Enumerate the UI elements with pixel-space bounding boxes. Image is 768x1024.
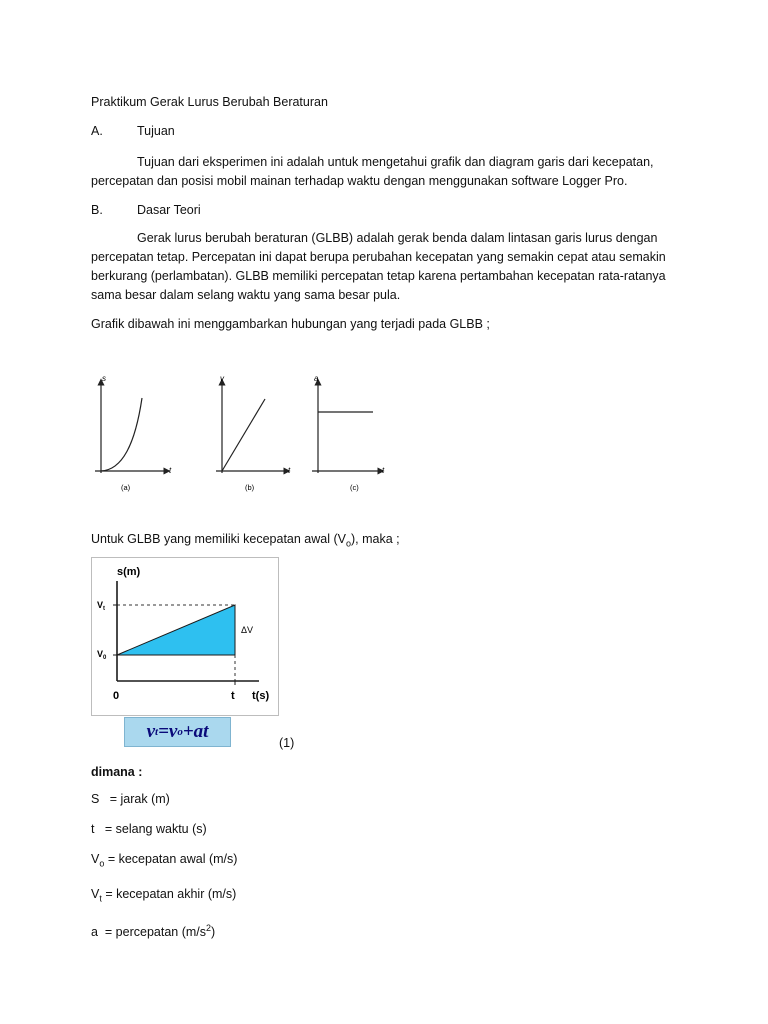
t-label: t	[231, 690, 235, 702]
v0-label: $V_0$	[97, 649, 107, 661]
formula-number: (1)	[279, 736, 295, 750]
graph-a-curve	[101, 398, 142, 471]
dimana-label: dimana :	[91, 765, 143, 779]
graph-b-x-label: t	[288, 466, 291, 475]
graph-a	[95, 374, 172, 492]
vt-label: $V_t$	[97, 600, 106, 612]
teori-line-1: Gerak lurus berubah beraturan (GLBB) adalah gerak benda dalam lintasan garis lurus dengan	[137, 231, 658, 245]
graph-c-x-label: t	[382, 466, 385, 475]
origin-label: 0	[113, 690, 120, 702]
graph-a-caption: (a)	[121, 483, 131, 492]
section-b-number: B.	[91, 203, 103, 217]
graph-b-y-label: v	[220, 374, 224, 383]
graph-b-caption: (b)	[245, 483, 255, 492]
def-a: a = percepatan $(m/s^2)$	[91, 923, 216, 940]
velocity-diagram	[91, 557, 279, 716]
graph-a-y-label: s	[102, 374, 106, 383]
tujuan-paragraph-line-1: Tujuan dari eksperimen ini adalah untuk mengetahui grafik dan diagram garis dari kecepatan,	[137, 155, 654, 169]
def-t: t = selang waktu (s)	[91, 822, 207, 836]
teori-line-2: percepatan tetap. Percepatan ini dapat berupa perubahan kecepatan yang semakin cepat atau semakin	[91, 250, 666, 264]
def-s: S = jarak (m)	[91, 792, 170, 806]
velocity-formula: v t = v o + at	[124, 717, 231, 747]
graph-c	[312, 374, 385, 492]
glbb-intro-post: ), maka ;	[351, 532, 400, 546]
diagram-x-label: t(s)	[252, 690, 270, 702]
graph-c-y-label: a	[314, 374, 319, 383]
graph-b-line	[222, 399, 265, 471]
graph-b	[216, 374, 291, 492]
section-b-heading: Dasar Teori	[137, 203, 201, 217]
diagram-y-label: s(m)	[117, 566, 141, 578]
def-vt: $V_t$ = kecepatan akhir (m/s)	[91, 886, 237, 903]
section-a-number: A.	[91, 124, 103, 138]
graph-a-x-label: t	[169, 466, 172, 475]
grafik-intro: Grafik dibawah ini menggambarkan hubungan yang terjadi pada GLBB ;	[91, 317, 490, 331]
variable-definitions	[91, 791, 491, 954]
section-a-heading: Tujuan	[137, 124, 175, 138]
tujuan-paragraph-line-2: percepatan dan posisi mobil mainan terhadap waktu dengan menggunakan software Logger Pro.	[91, 174, 628, 188]
delta-v-label: ΔV	[241, 625, 254, 635]
glbb-intro-pre: Untuk GLBB yang memiliki kecepatan awal (V	[91, 532, 346, 546]
document-title: Praktikum Gerak Lurus Berubah Beraturan	[91, 95, 328, 109]
glbb-graphs-figure	[90, 370, 400, 500]
graph-c-caption: (c)	[350, 483, 359, 492]
teori-line-3: berkurang (perlambatan). GLBB memiliki percepatan tetap karena pertambahan kecepatan rata-ratanya	[91, 269, 666, 283]
def-vo: $V_o$ = kecepatan awal (m/s)	[91, 852, 238, 869]
glbb-intro-sub: o	[345, 538, 351, 549]
glbb-intro	[91, 531, 400, 552]
teori-line-4: sama besar dalam selang waktu yang sama besar pula.	[91, 288, 401, 302]
